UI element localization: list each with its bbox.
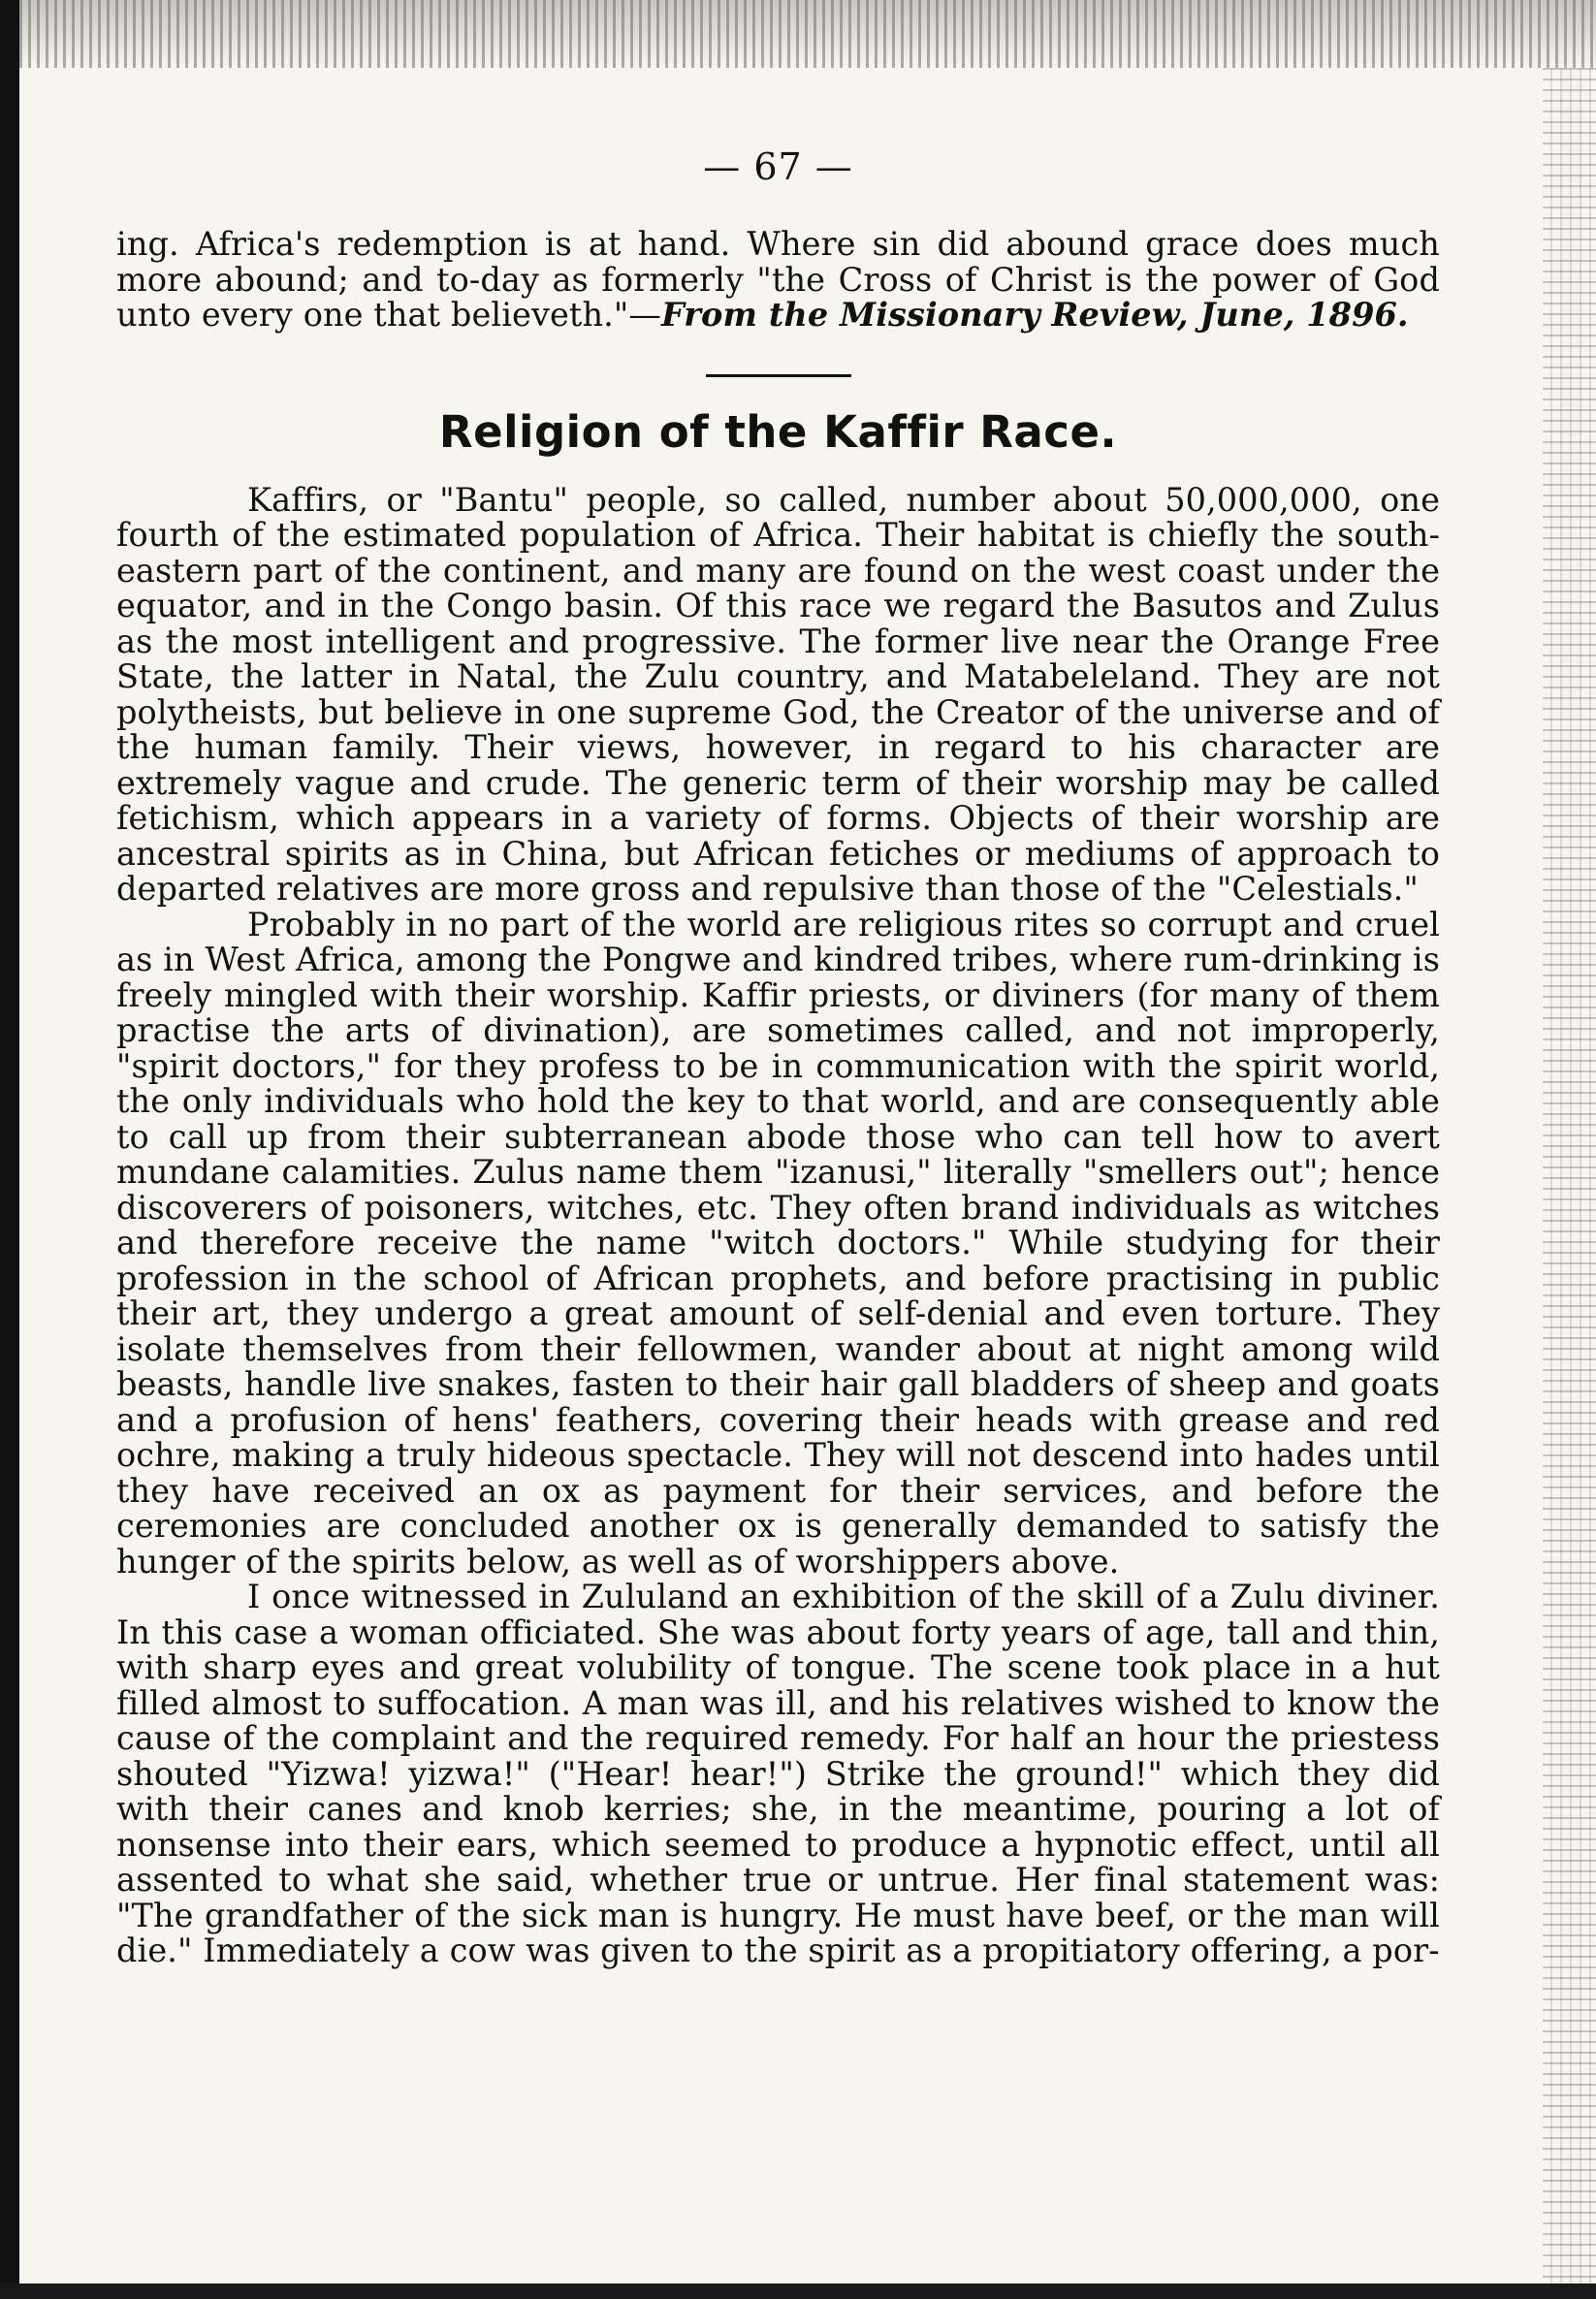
article-title: Religion of the Kaffir Race. [438,405,1118,458]
scan-edge-right [1543,68,1596,2283]
article-paragraph-2: Probably in no part of the world are religious rites so corrupt and cruel as in West Africa, among the Pongwe and kindred tribes, where rum-drinking is freely mingled with their worship. Kaffir priests, or diviners (for many of them practise the arts of divination), are sometimes called, and not improperly, "spirit doctors," for they profess to be in communication with the spirit world, the only individuals who hold the key to that world, and are consequently able to call up from their subterranean abode those who can tell how to avert mundane calamities. Zulus name them "izanusi," literally "smellers out"; hence discoverers of poisoners, witches, etc. They often brand individuals as witches and therefore receive the name "witch doctors." While studying for their profession in the school of African prophets, and before practising in public their art, they undergo a great amount of self-denial and even torture. They isolate themselves from their fellowmen, wander about at night among wild beasts, handle live snakes, fasten to their hair gall bladders of sheep and goats and a profusion of hens' feathers, covering their heads with grease and red ochre, making a truly hideous spectacle. They will not descend into hades until they have received an ox as payment for their services, and before the ceremonies are concluded another ox is generally demanded to satisfy the hunger of the spirits below, as well as of worshippers above. [116,905,1440,1581]
scan-edge-bottom [0,2283,1596,2299]
intro-text: ing. Africa's redemption is at hand. Where sin did abound grace does much more abound; and to-day as formerly "the Cross of Christ is the power of God unto every one that believeth."— [116,225,1440,334]
intro-paragraph [116,227,1440,334]
scan-edge-top [19,0,1596,68]
section-divider [706,374,851,377]
scan-edge-left [0,0,19,2299]
page-number: — 67 — [703,145,853,188]
page-content [116,145,1440,1969]
article-paragraph-3: I once witnessed in Zululand an exhibition of the skill of a Zulu diviner. In this case a woman officiated. She was about forty years of age, tall and thin, with sharp eyes and great volubility of tongue. The scene took place in a hut filled almost to suffocation. A man was ill, and his relatives wished to know the cause of the complaint and the required remedy. For half an hour the priestess shouted "Yizwa! yizwa!" ("Hear! hear!") Strike the ground!" which they did with their canes and knob kerries; she, in the meantime, pouring a lot of nonsense into their ears, which seemed to produce a hypnotic effect, until all assented to what she said, whether true or untrue. Her final statement was: "The grandfather of the sick man is hungry. He must have beef, or the man will die." Immediately a cow was given to the spirit as a propitiatory offering, a por- [116,1578,1440,1969]
intro-citation: From the Missionary Review, June, 1896. [661,296,1409,334]
article-paragraph-1: Kaffirs, or "Bantu" people, so called, number about 50,000,000, one fourth of the estimated population of Africa. Their habitat is chiefly the south-eastern part of the continent, and many are found on the west coast under the equator, and in the Congo basin. Of this race we regard the Basutos and Zulus as the most intelligent and progressive. The former live near the Orange Free State, the latter in Natal, the Zulu country, and Matabeleland. They are not polytheists, but believe in one supreme God, the Creator of the universe and of the human family. Their views, however, in regard to his character are extremely vague and crude. The generic term of their worship may be called fetichism, which appears in a variety of forms. Objects of their worship are ancestral spirits as in China, but African fetiches or mediums of approach to departed relatives are more gross and repulsive than those of the "Celestials." [116,480,1440,908]
